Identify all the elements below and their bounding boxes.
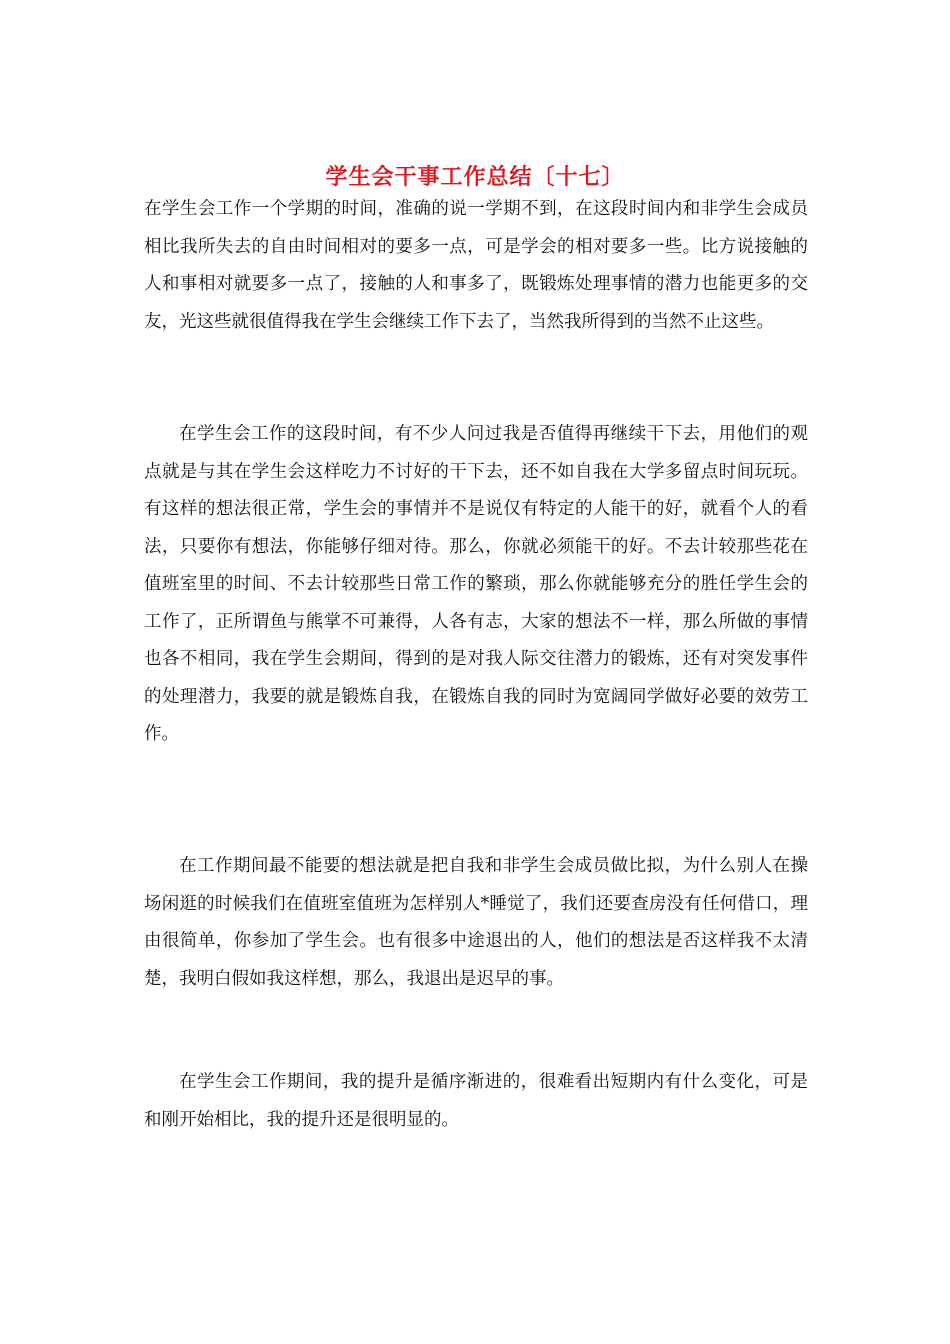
- paragraph-2: 在学生会工作的这段时间，有不少人问过我是否值得再继续干下去，用他们的观点就是与其在学生会这样吃力不讨好的干下去，还不如自我在大学多留点时间玩玩。有这样的想法很正常，学生会的事情并不是说仅有特定的人能干的好，就看个人的看法，只要你有想法，你能够仔细对待。那么，你就必须能干的好。不去计较那些花在值班室里的时间、不去计较那些日常工作的繁琐，那么你就能够充分的胜任学生会的工作了，正所谓鱼与熊掌不可兼得，人各有志，大家的想法不一样，那么所做的事情也各不相同，我在学生会期间，得到的是对我人际交往潜力的锻炼，还有对突发事件的处理潜力，我要的就是锻炼自我，在锻炼自我的同时为宽阔同学做好必要的效劳工作。: [144, 424, 808, 744]
- paragraph-1: 在学生会工作一个学期的时间，准确的说一学期不到，在这段时间内和非学生会成员相比我所失去的自由时间相对的要多一点，可是学会的相对要多一些。比方说接触的人和事相对就要多一点了，接触的人和事多了，既锻炼处理事情的潜力也能更多的交友，光这些就很值得我在学生会继续工作下去了，当然我所得到的当然不止这些。: [144, 199, 808, 332]
- paragraph-3: 在工作期间最不能要的想法就是把自我和非学生会成员做比拟，为什么别人在操场闲逛的时候我们在值班室值班为怎样别人*睡觉了，我们还要查房没有任何借口，理由很简单，你参加了学生会。也有很多中途退出的人，他们的想法是否这样我不太清楚，我明白假如我这样想，那么，我退出是迟早的事。: [144, 856, 808, 989]
- paragraph-4: 在学生会工作期间，我的提升是循序渐进的，很难看出短期内有什么变化，可是和刚开始相比，我的提升还是很明显的。: [144, 1072, 808, 1130]
- document-title: 学生会干事工作总结〔十七〕: [325, 163, 625, 190]
